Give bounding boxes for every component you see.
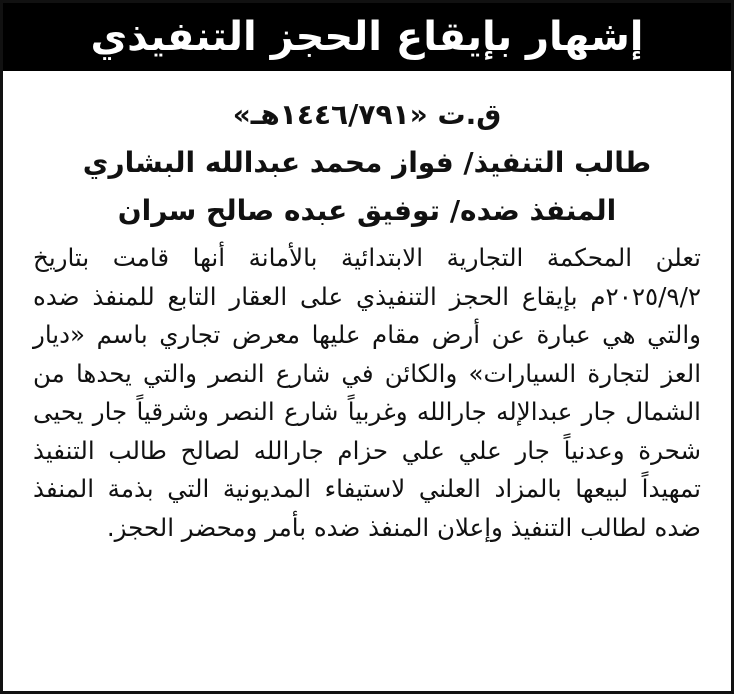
case-number: ق.ت «١٤٤٦/٧٩١هـ»	[232, 98, 502, 131]
notice-title: إشهار بإيقاع الحجز التنفيذي	[3, 3, 731, 71]
respondent-line: المنفذ ضده/ توفيق عبده صالح سران	[117, 194, 617, 227]
applicant-line: طالب التنفيذ/ فواز محمد عبدالله البشاري	[82, 146, 652, 179]
notice-body	[3, 71, 731, 547]
notice-paragraph: تعلن المحكمة التجارية الابتدائية بالأمانة أنها قامت بتاريخ ٢٠٢٥/٩/٢م بإيقاع الحجز التنفيذي على العقار التابع للمنفذ ضده والتي هي عبارة عن أرض مقام عليها معرض تجاري باسم «ديار العز لتجارة السيارات» والكائن في شارع النصر والتي يحدها من الشمال جار عبدالإله جارالله وغربياً شارع النصر وشرقياً جار يحيى شحرة وعدنياً جار علي علي حزام جارالله لصالح طالب التنفيذ تمهيداً لبيعها بالمزاد العلني لاستيفاء المديونية التي بذمة المنفذ ضده لطالب التنفيذ وإعلان المنفذ ضده بأمر ومحضر الحجز.	[33, 243, 701, 542]
